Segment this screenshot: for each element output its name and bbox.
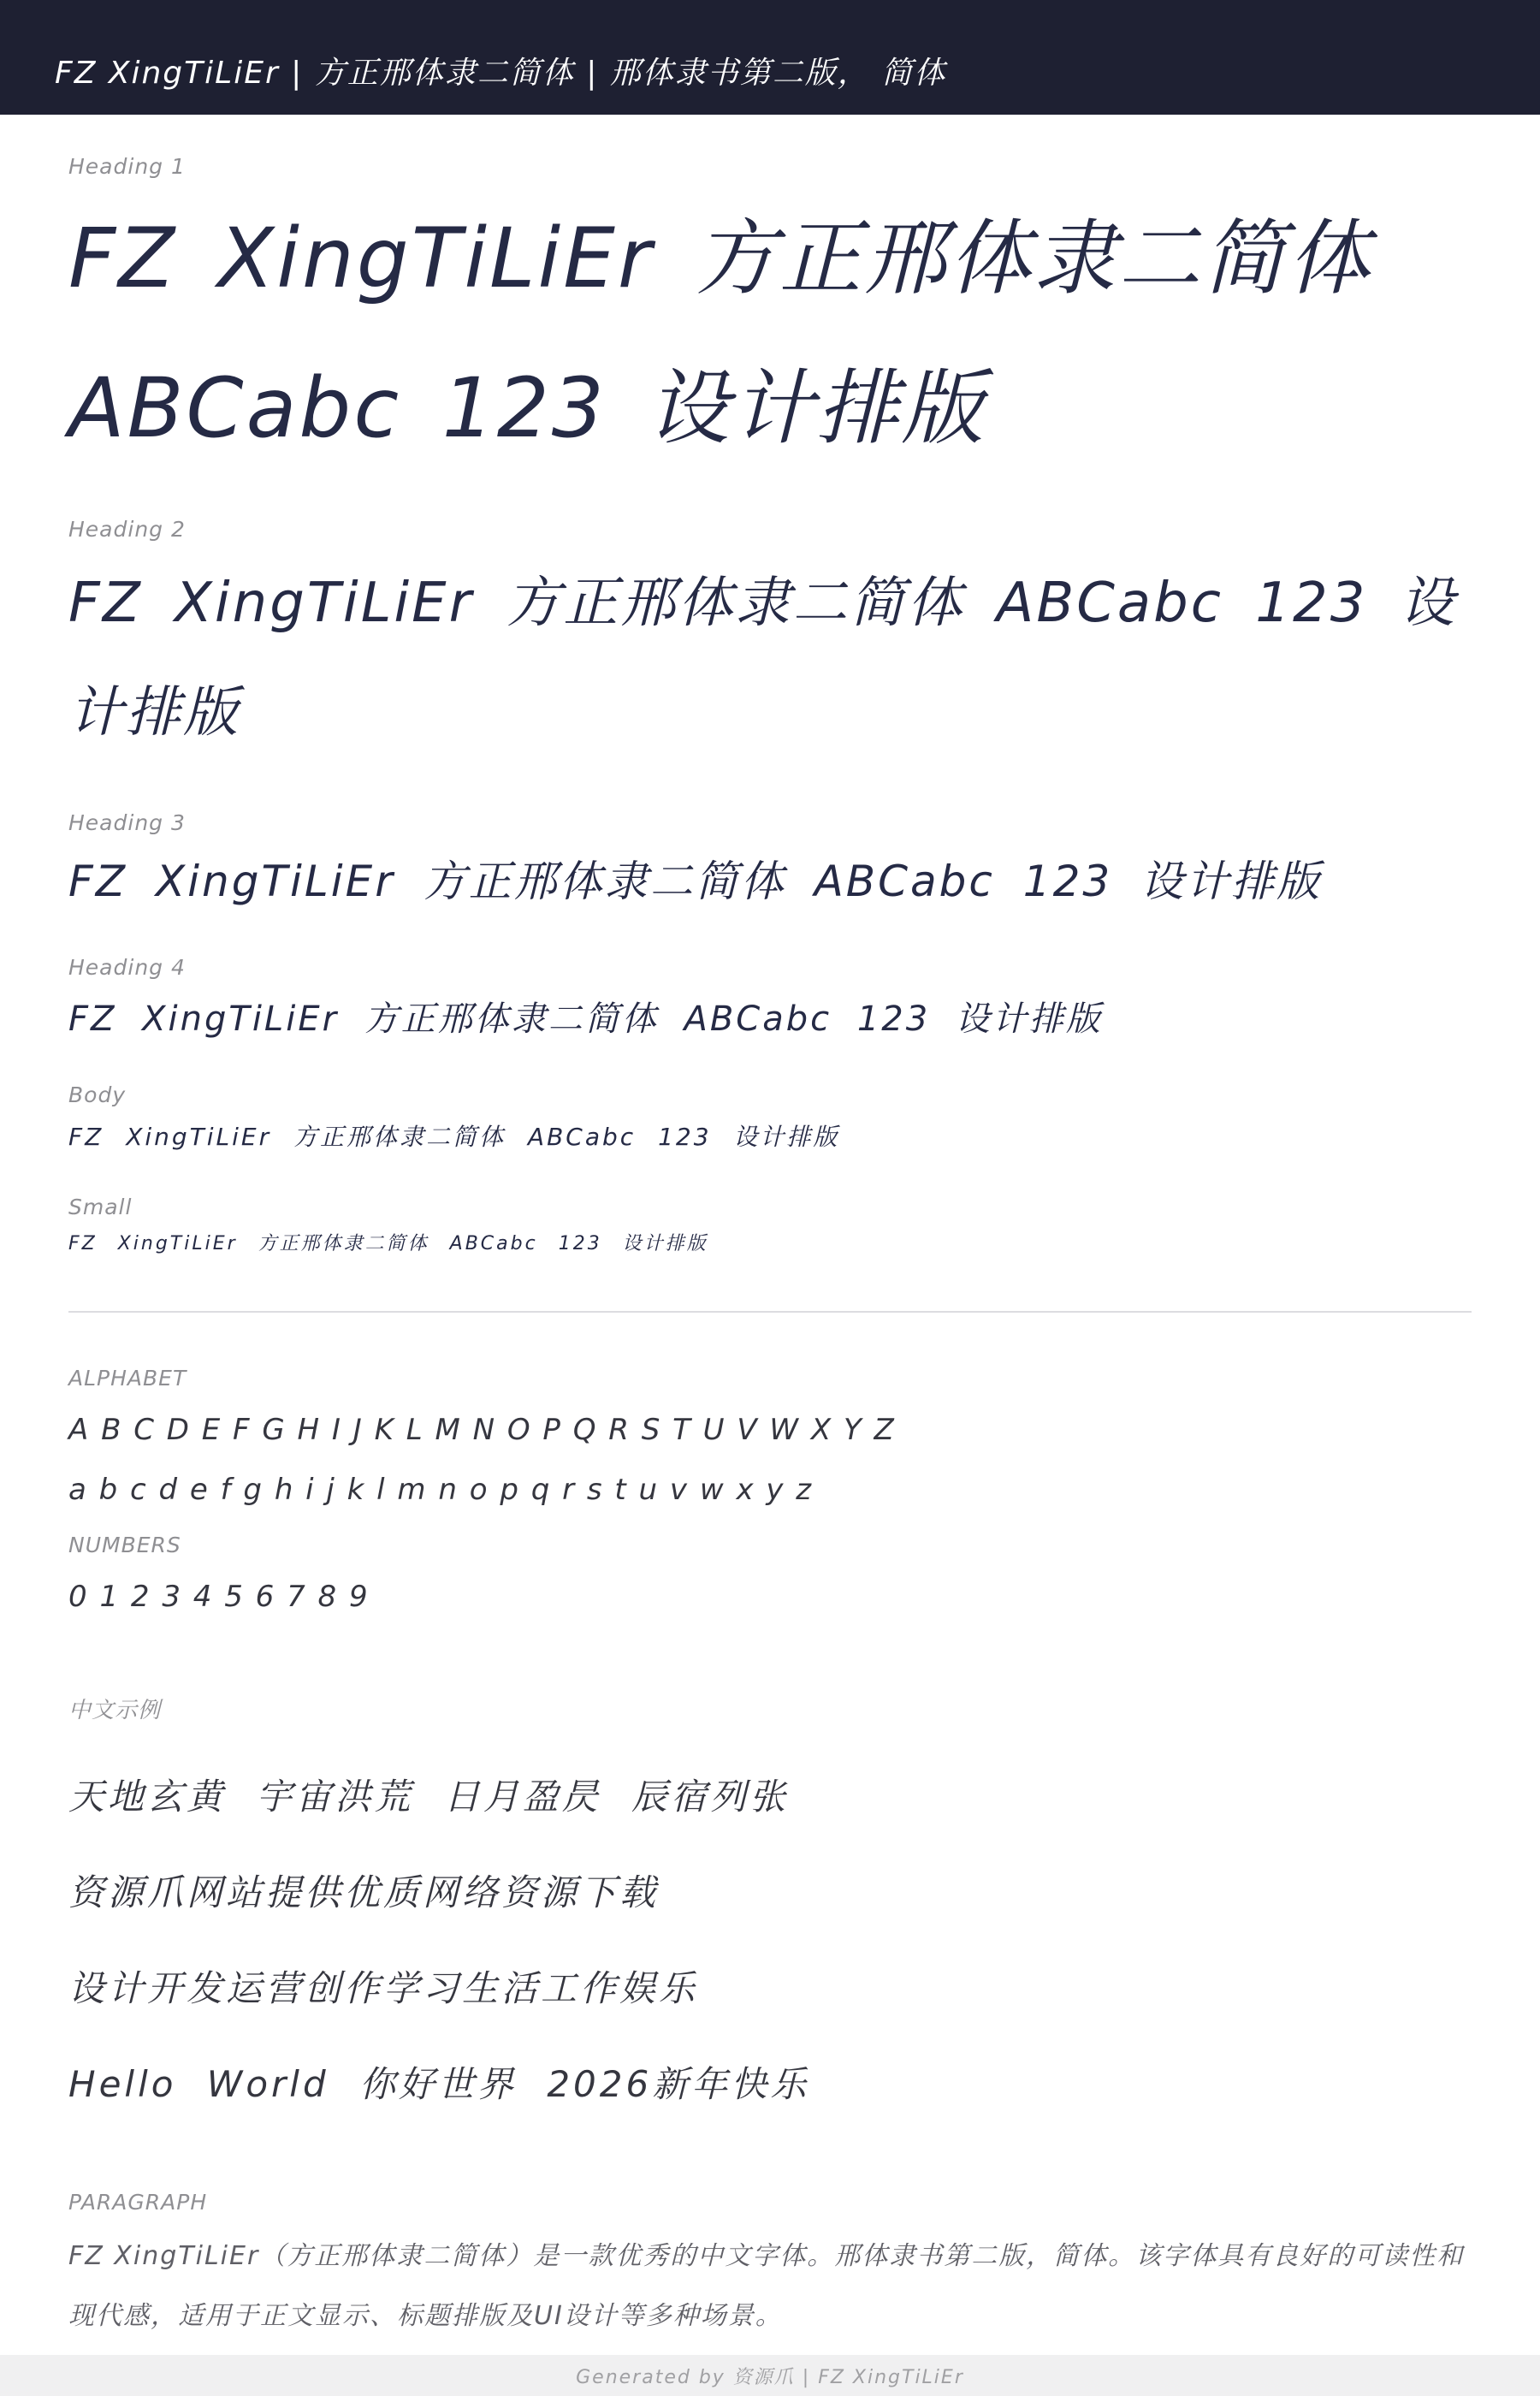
paragraph-section: [68, 2190, 1472, 2347]
chinese-example-line-3: 设计开发运营创作学习生活工作娱乐: [68, 1966, 699, 2009]
section-divider: [68, 1311, 1472, 1313]
specimen-label-heading-2: Heading 2: [68, 517, 186, 543]
alphabet-section: [68, 1366, 1472, 1614]
specimen-small: [68, 1195, 1472, 1258]
footer-bar: [0, 2355, 1540, 2396]
specimen-sample-heading-1: FZ XingTiLiEr 方正邢体隶二简体 ABCabc 123 设计排版: [68, 211, 1372, 456]
specimen-label-heading-4: Heading 4: [68, 954, 186, 980]
specimen-label-body: Body: [68, 1082, 127, 1107]
specimen-label-small: Small: [68, 1194, 133, 1219]
numbers-label: NUMBERS: [68, 1532, 181, 1557]
chinese-examples-label: 中文示例: [68, 1697, 162, 1723]
alphabet-lowercase-row: a b c d e f g h i j k l m n o p q r s t u v w x y z: [68, 1472, 814, 1507]
specimen-heading-2: [68, 517, 1472, 768]
paragraph-text: FZ XingTiLiEr（方正邢体隶二简体）是一款优秀的中文字体。邢体隶书第二版，简体。该字体具有良好的可读性和现代感，适用于正文显示、标题排版及UI设计等多种场景。: [68, 2240, 1465, 2332]
footer-text: Generated by 资源爪 | FZ XingTiLiEr: [576, 2366, 964, 2388]
chinese-example-line-1: 天地玄黄 宇宙洪荒 日月盈昃 辰宿列张: [68, 1775, 790, 1818]
chinese-example-line-2: 资源爪网站提供优质网络资源下载: [68, 1871, 660, 1913]
chinese-examples-section: [68, 1693, 1472, 2108]
specimen-sample-heading-4: FZ XingTiLiEr 方正邢体隶二简体 ABCabc 123 设计排版: [68, 999, 1103, 1039]
specimen-label-heading-1: Heading 1: [68, 154, 186, 179]
specimen-sample-small: FZ XingTiLiEr 方正邢体隶二简体 ABCabc 123 设计排版: [68, 1232, 708, 1254]
alphabet-uppercase-row: A B C D E F G H I J K L M N O P Q R S T U V W X Y Z: [68, 1412, 896, 1447]
specimen-heading-3: [68, 810, 1472, 916]
alphabet-label: ALPHABET: [68, 1365, 187, 1391]
header-bar: [0, 0, 1540, 115]
paragraph-label: PARAGRAPH: [68, 2189, 208, 2215]
specimen-sample-heading-2: FZ XingTiLiEr 方正邢体隶二简体 ABCabc 123 设计排版: [68, 572, 1457, 745]
specimen-sample-heading-3: FZ XingTiLiEr 方正邢体隶二简体 ABCabc 123 设计排版: [68, 857, 1323, 907]
specimen-heading-1: [68, 154, 1472, 483]
numbers-row: 0 1 2 3 4 5 6 7 8 9: [68, 1579, 370, 1614]
specimen-heading-4: [68, 955, 1472, 1045]
header-title: FZ XingTiLiEr | 方正邢体隶二简体 | 邢体隶书第二版， 简体: [55, 56, 947, 91]
specimen-body: [68, 1082, 1472, 1155]
chinese-example-line-4: Hello World 你好世界 2026新年快乐: [68, 2062, 810, 2105]
specimen-label-heading-3: Heading 3: [68, 810, 186, 836]
specimen-sample-body: FZ XingTiLiEr 方正邢体隶二简体 ABCabc 123 设计排版: [68, 1122, 840, 1151]
specimen-content: [0, 115, 1540, 2347]
